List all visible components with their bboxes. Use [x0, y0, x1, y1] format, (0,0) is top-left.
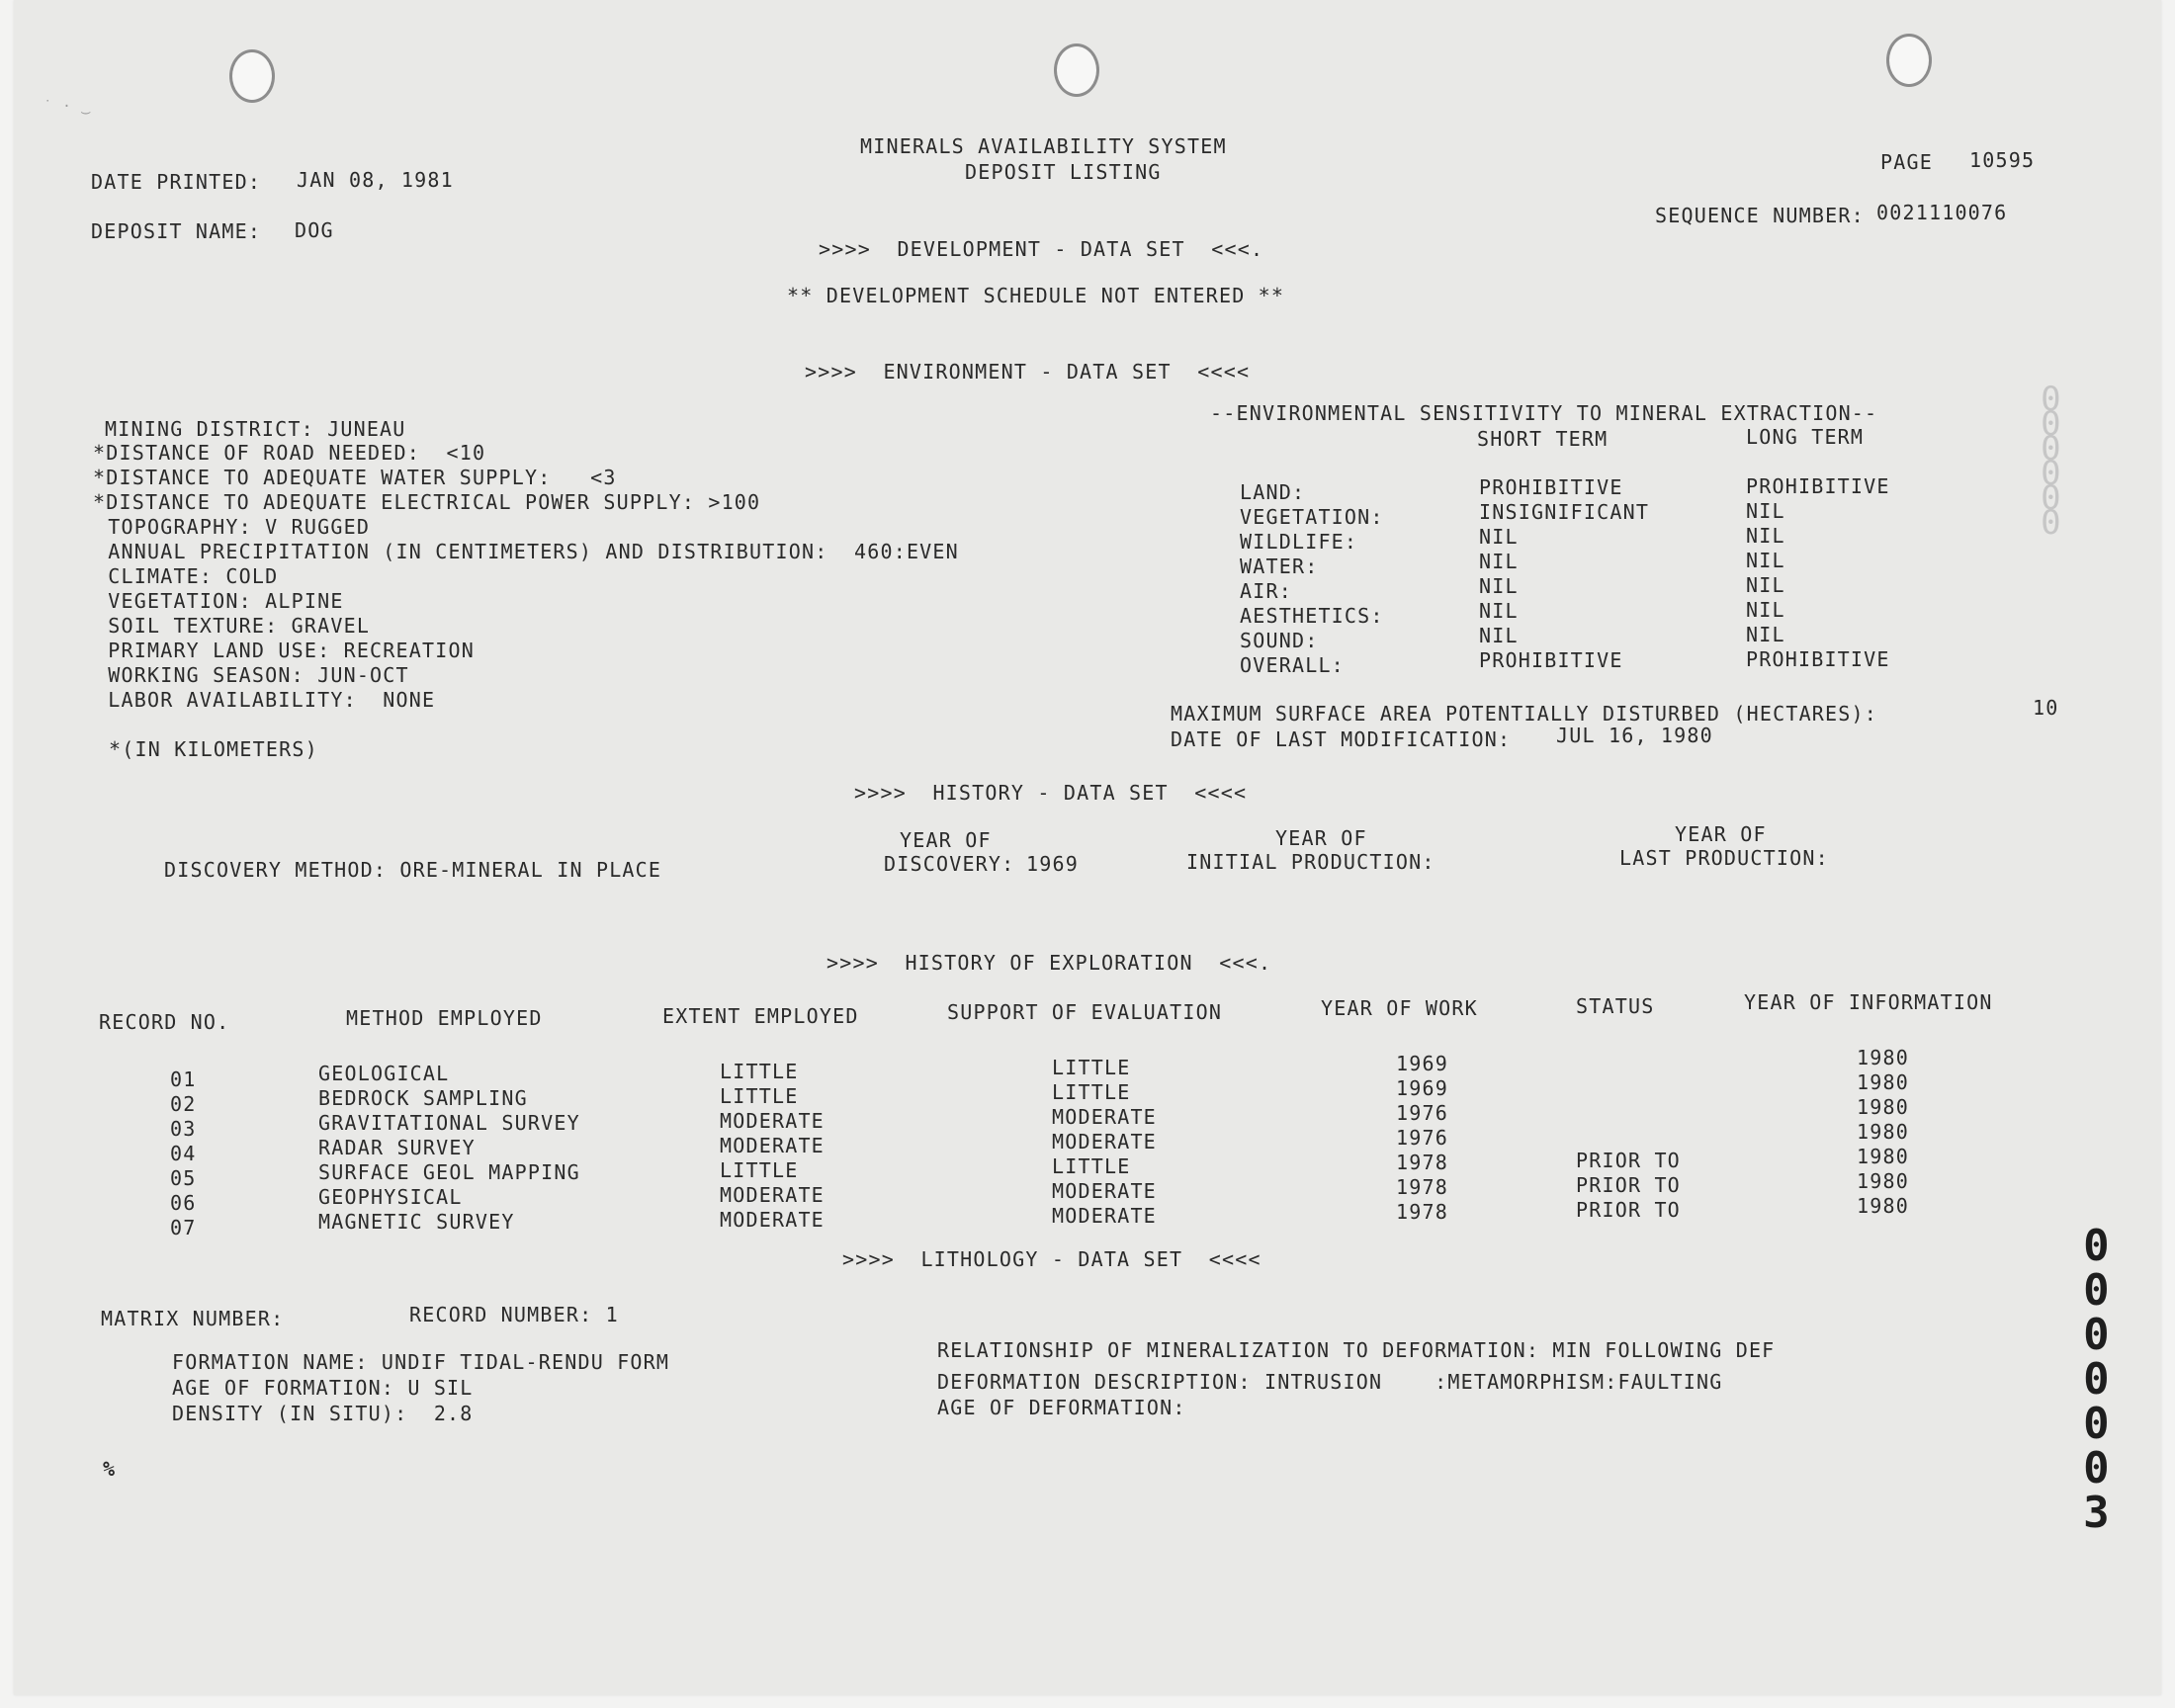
page-label: PAGE	[1880, 150, 1933, 174]
method-employed: GEOLOGICAL	[318, 1062, 450, 1085]
formation-age: AGE OF FORMATION: U SIL	[172, 1376, 474, 1400]
sensitivity-label: AESTHETICS:	[1240, 604, 1384, 628]
date-printed: JAN 08, 1981	[297, 168, 454, 192]
smudge-mark: ˙ · ‿	[44, 99, 92, 115]
long-term-value: NIL	[1746, 623, 1785, 646]
env-field: CLIMATE: COLD	[95, 564, 279, 588]
env-field: MINING DISTRICT: JUNEAU	[105, 417, 406, 441]
support-of-evaluation: LITTLE	[1052, 1154, 1131, 1178]
extent-employed: MODERATE	[720, 1109, 825, 1133]
record-no: 06	[170, 1191, 197, 1215]
year-of-information: 1980	[1857, 1070, 1909, 1094]
sensitivity-label: VEGETATION:	[1240, 505, 1384, 529]
year-of-information: 1980	[1857, 1046, 1909, 1069]
year-of-work: 1969	[1396, 1052, 1448, 1075]
year-of-label: YEAR OF	[900, 828, 992, 852]
status: PRIOR TO	[1576, 1149, 1681, 1172]
sensitivity-label: SOUND:	[1240, 629, 1319, 652]
short-term-value: NIL	[1479, 624, 1519, 647]
status: PRIOR TO	[1576, 1198, 1681, 1222]
listing-title: DEPOSIT LISTING	[965, 160, 1162, 184]
method-employed: RADAR SURVEY	[318, 1136, 476, 1159]
density: DENSITY (IN SITU): 2.8	[172, 1402, 474, 1425]
support-of-evaluation: MODERATE	[1052, 1105, 1157, 1129]
column-header: METHOD EMPLOYED	[346, 1006, 543, 1030]
year-of-work: 1976	[1396, 1126, 1448, 1150]
discovery-method: DISCOVERY METHOD: ORE-MINERAL IN PLACE	[164, 858, 662, 882]
year-of-work: 1976	[1396, 1101, 1448, 1125]
deposit-name-label: DEPOSIT NAME:	[91, 219, 262, 243]
last-production-label: LAST PRODUCTION:	[1619, 846, 1829, 870]
initial-production-label: INITIAL PRODUCTION:	[1186, 850, 1436, 874]
date-printed-label: DATE PRINTED:	[91, 170, 262, 194]
env-field: ANNUAL PRECIPITATION (IN CENTIMETERS) AND DISTRIBUTION: 460:EVEN	[95, 540, 959, 563]
sensitivity-label: OVERALL:	[1240, 653, 1345, 677]
short-term-value: NIL	[1479, 525, 1519, 549]
extent-employed: LITTLE	[720, 1060, 799, 1083]
development-note: ** DEVELOPMENT SCHEDULE NOT ENTERED **	[787, 284, 1285, 307]
support-of-evaluation: MODERATE	[1052, 1179, 1157, 1203]
last-mod-value: JUL 16, 1980	[1556, 724, 1713, 747]
punch-hole	[1054, 43, 1099, 97]
sensitivity-label: LAND:	[1240, 480, 1306, 504]
sensitivity-label: WILDLIFE:	[1240, 530, 1358, 554]
year-of-information: 1980	[1857, 1120, 1909, 1144]
history-heading: >>>> HISTORY - DATA SET <<<<	[854, 781, 1248, 805]
deposit-name: DOG	[295, 218, 334, 242]
short-term-value: NIL	[1479, 574, 1519, 598]
support-of-evaluation: MODERATE	[1052, 1204, 1157, 1228]
short-term-value: PROHIBITIVE	[1479, 475, 1623, 499]
long-term-value: NIL	[1746, 499, 1785, 523]
matrix-label: MATRIX NUMBER:	[101, 1307, 285, 1330]
year-of-information: 1980	[1857, 1194, 1909, 1218]
discovery-label: DISCOVERY:	[884, 852, 1015, 876]
deformation-description: DEFORMATION DESCRIPTION: INTRUSION :METAMORPHISM:FAULTING	[937, 1370, 1723, 1394]
env-field: WORKING SEASON: JUN-OCT	[95, 663, 409, 687]
env-field: LABOR AVAILABILITY: NONE	[95, 688, 436, 712]
lithology-heading: >>>> LITHOLOGY - DATA SET <<<<	[842, 1247, 1262, 1271]
env-field: *DISTANCE TO ADEQUATE WATER SUPPLY: <3	[93, 466, 617, 489]
sequence-label: SEQUENCE NUMBER:	[1655, 204, 1865, 227]
year-of-work: 1978	[1396, 1200, 1448, 1224]
deformation-age: AGE OF DEFORMATION:	[937, 1396, 1186, 1419]
punch-hole	[229, 49, 275, 103]
discovery-year: 1969	[1026, 852, 1079, 876]
column-header: RECORD NO.	[99, 1010, 230, 1034]
method-employed: GEOPHYSICAL	[318, 1185, 463, 1209]
development-heading: >>>> DEVELOPMENT - DATA SET <<<.	[819, 237, 1264, 261]
long-term-value: NIL	[1746, 598, 1785, 622]
record-no: 02	[170, 1092, 197, 1116]
column-header: EXTENT EMPLOYED	[662, 1004, 859, 1028]
support-of-evaluation: LITTLE	[1052, 1080, 1131, 1104]
column-header: STATUS	[1576, 994, 1655, 1018]
short-term-value: PROHIBITIVE	[1479, 648, 1623, 672]
ghost-stamp-number: 000000	[2041, 380, 2062, 543]
record-no: 04	[170, 1142, 197, 1165]
sequence-number: 0021110076	[1876, 201, 2008, 224]
short-term-value: NIL	[1479, 599, 1519, 623]
extent-employed: LITTLE	[720, 1084, 799, 1108]
sensitivity-title: --ENVIRONMENTAL SENSITIVITY TO MINERAL EXTRACTION--	[1210, 401, 1878, 425]
year-of-work: 1978	[1396, 1175, 1448, 1199]
year-of-work: 1978	[1396, 1151, 1448, 1174]
method-employed: SURFACE GEOL MAPPING	[318, 1160, 580, 1184]
short-term-header: SHORT TERM	[1477, 427, 1609, 451]
year-of-work: 1969	[1396, 1076, 1448, 1100]
long-term-value: NIL	[1746, 524, 1785, 548]
page-number: 10595	[1969, 148, 2036, 172]
system-title: MINERALS AVAILABILITY SYSTEM	[860, 134, 1227, 158]
relationship: RELATIONSHIP OF MINERALIZATION TO DEFORMATION: MIN FOLLOWING DEF	[937, 1338, 1776, 1362]
year-of-information: 1980	[1857, 1145, 1909, 1168]
max-area-value: 10	[2033, 696, 2059, 720]
env-field: *DISTANCE TO ADEQUATE ELECTRICAL POWER SUPPLY: >100	[93, 490, 761, 514]
extent-employed: LITTLE	[720, 1158, 799, 1182]
short-term-value: NIL	[1479, 550, 1519, 573]
year-of-information: 1980	[1857, 1169, 1909, 1193]
env-field: VEGETATION: ALPINE	[95, 589, 344, 613]
record-no: 05	[170, 1166, 197, 1190]
long-term-value: PROHIBITIVE	[1746, 474, 1890, 498]
environment-heading: >>>> ENVIRONMENT - DATA SET <<<<	[805, 360, 1251, 384]
sensitivity-label: WATER:	[1240, 555, 1319, 578]
short-term-value: INSIGNIFICANT	[1479, 500, 1650, 524]
long-term-value: PROHIBITIVE	[1746, 647, 1890, 671]
column-header: YEAR OF INFORMATION	[1744, 990, 1993, 1014]
support-of-evaluation: MODERATE	[1052, 1130, 1157, 1153]
column-header: SUPPORT OF EVALUATION	[947, 1000, 1223, 1024]
long-term-value: NIL	[1746, 573, 1785, 597]
env-field: *DISTANCE OF ROAD NEEDED: <10	[93, 441, 486, 465]
year-of-label: YEAR OF	[1675, 822, 1767, 846]
record-label: RECORD NUMBER: 1	[409, 1303, 619, 1326]
method-employed: MAGNETIC SURVEY	[318, 1210, 515, 1234]
footer-mark: %	[103, 1457, 117, 1481]
long-term-value: NIL	[1746, 549, 1785, 572]
sensitivity-label: AIR:	[1240, 579, 1292, 603]
method-employed: GRAVITATIONAL SURVEY	[318, 1111, 580, 1135]
formation-name: FORMATION NAME: UNDIF TIDAL-RENDU FORM	[172, 1350, 670, 1374]
status: PRIOR TO	[1576, 1173, 1681, 1197]
column-header: YEAR OF WORK	[1321, 996, 1478, 1020]
deposit-listing-page	[14, 0, 2161, 1695]
support-of-evaluation: LITTLE	[1052, 1056, 1131, 1079]
env-field: SOIL TEXTURE: GRAVEL	[95, 614, 371, 638]
max-area-label: MAXIMUM SURFACE AREA POTENTIALLY DISTURBED (HECTARES):	[1171, 702, 1878, 726]
punch-hole	[1886, 34, 1932, 87]
year-of-information: 1980	[1857, 1095, 1909, 1119]
exploration-heading: >>>> HISTORY OF EXPLORATION <<<.	[826, 951, 1272, 975]
record-no: 01	[170, 1068, 197, 1091]
method-employed: BEDROCK SAMPLING	[318, 1086, 528, 1110]
extent-employed: MODERATE	[720, 1183, 825, 1207]
record-no: 03	[170, 1117, 197, 1141]
extent-employed: MODERATE	[720, 1208, 825, 1232]
last-mod-label: DATE OF LAST MODIFICATION:	[1171, 727, 1512, 751]
year-of-label: YEAR OF	[1275, 826, 1367, 850]
record-no: 07	[170, 1216, 197, 1239]
env-field: PRIMARY LAND USE: RECREATION	[95, 639, 475, 662]
extent-employed: MODERATE	[720, 1134, 825, 1157]
long-term-header: LONG TERM	[1746, 425, 1865, 449]
frame-stamp-number: 0000003	[2083, 1221, 2111, 1538]
env-footnote: *(IN KILOMETERS)	[109, 737, 318, 761]
env-field: TOPOGRAPHY: V RUGGED	[95, 515, 371, 539]
